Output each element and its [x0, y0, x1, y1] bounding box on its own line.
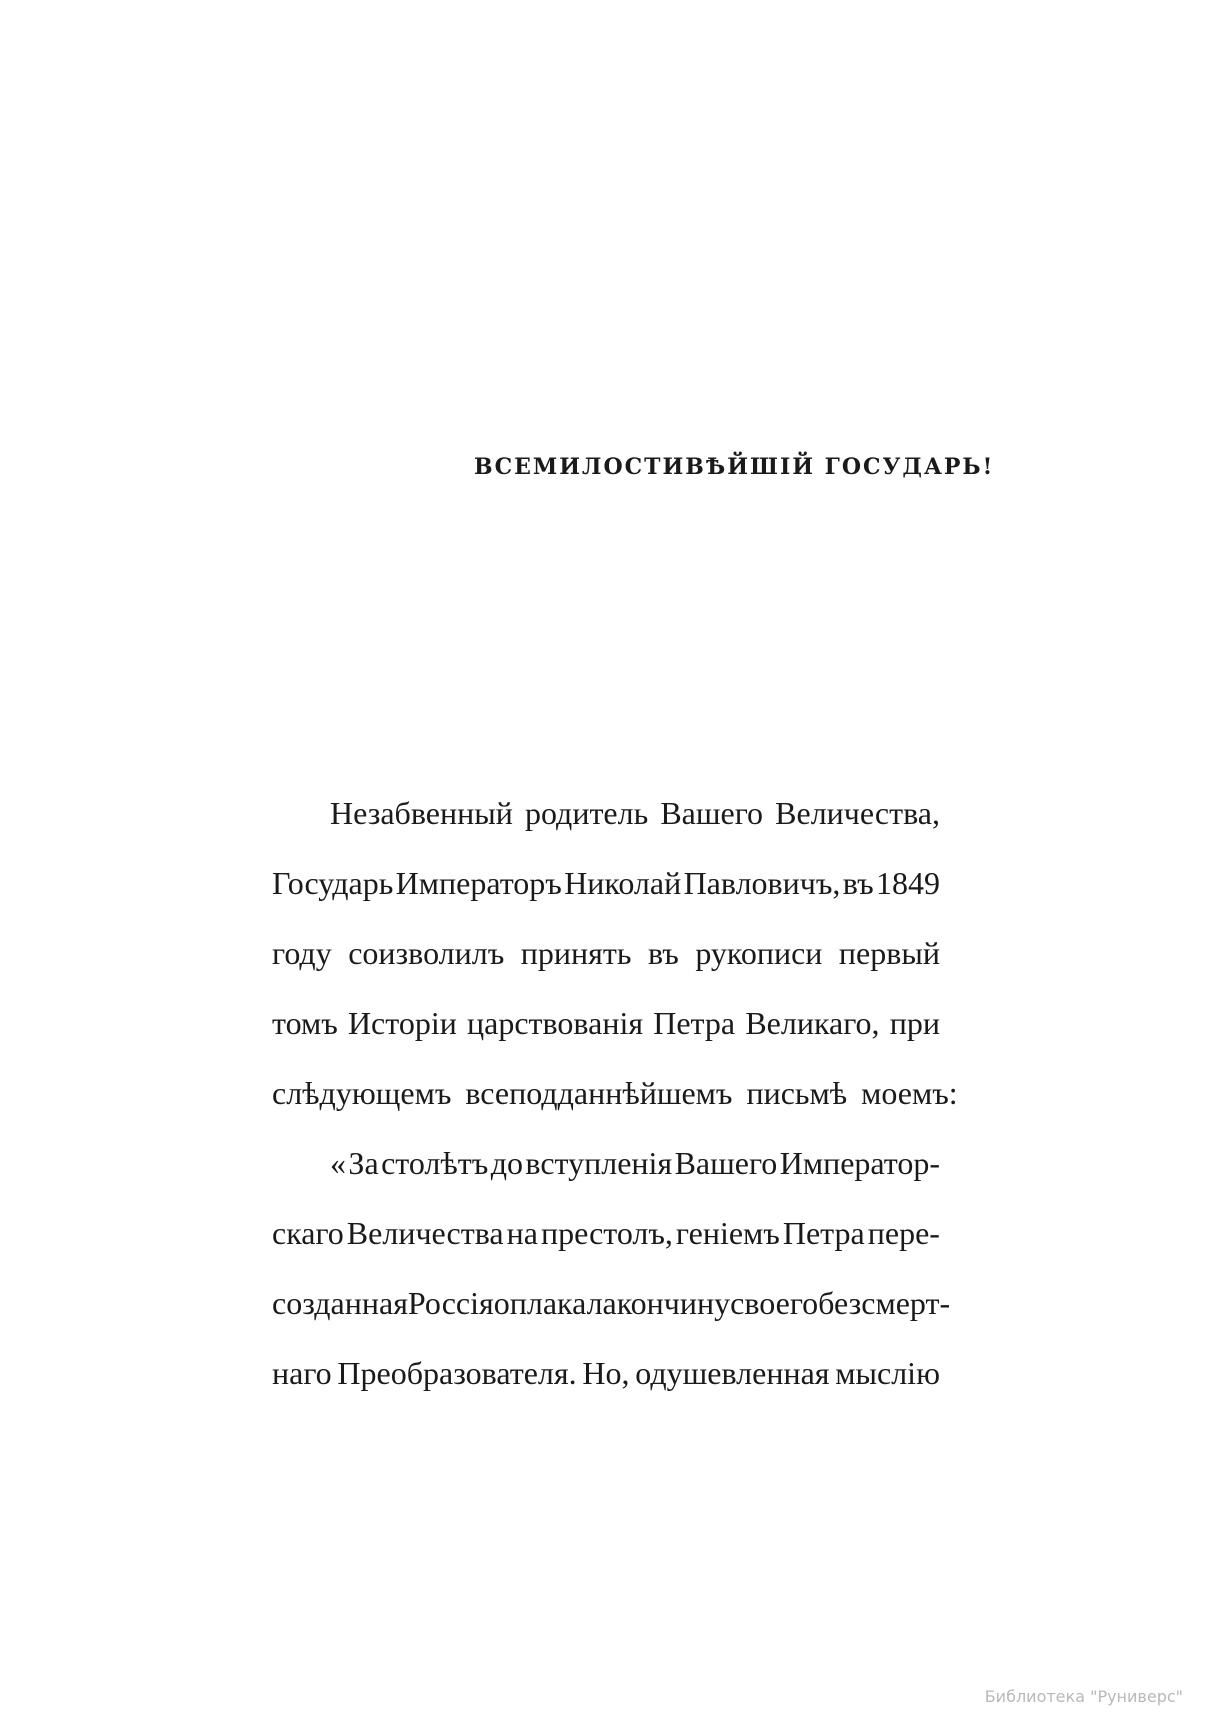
word: соизволилъ: [348, 935, 505, 971]
word: пере-: [867, 1215, 940, 1251]
word: Петра: [653, 1005, 736, 1041]
word: Незабвенный: [330, 795, 513, 831]
word: всеподданнѣйшемъ: [465, 1075, 733, 1111]
word: Государь: [272, 865, 394, 901]
word: безсмерт-: [818, 1285, 951, 1321]
word: созданная: [272, 1285, 408, 1321]
word: Император-: [779, 1145, 940, 1181]
word: Но,: [582, 1355, 630, 1391]
word: Исторіи: [347, 1005, 457, 1041]
word: престолъ,: [540, 1215, 673, 1251]
word: За: [348, 1145, 379, 1181]
word: столѣтъ: [381, 1145, 489, 1181]
word: на: [506, 1215, 538, 1251]
word: кончину: [616, 1285, 731, 1321]
salutation-heading: ВСЕМИЛОСТИВѢЙШІЙ ГОСУДАРЬ!: [474, 454, 995, 480]
text-line-8: [272, 1268, 951, 1338]
word: Вашего: [674, 1145, 778, 1181]
word: оплакала: [493, 1285, 617, 1321]
word: скаго: [272, 1215, 344, 1251]
word: вступленія: [525, 1145, 673, 1181]
word: одушевленная: [635, 1355, 830, 1391]
text-line-3: [272, 918, 940, 988]
word: Великаго,: [745, 1005, 880, 1041]
word: Величества,: [775, 795, 940, 831]
text-line-7: [272, 1198, 940, 1268]
text-line-1: [272, 778, 940, 848]
word: моемъ:: [861, 1075, 958, 1111]
word: первый: [838, 935, 940, 971]
word: Преобразователя.: [337, 1355, 577, 1391]
word: «: [330, 1145, 346, 1181]
word: царствованія: [467, 1005, 644, 1041]
word: Николай: [564, 865, 682, 901]
word: году: [272, 935, 332, 971]
body-text: [272, 778, 958, 1408]
word: Павловичъ,: [683, 865, 841, 901]
text-line-4: [272, 988, 940, 1058]
word: письмѣ: [746, 1075, 848, 1111]
word: 1849: [875, 865, 940, 901]
word: въ: [647, 935, 679, 971]
library-watermark: Библиотека "Руниверс": [984, 1687, 1183, 1706]
text-line-9: [272, 1338, 940, 1408]
word: рукописи: [695, 935, 823, 971]
text-line-2: [272, 848, 940, 918]
word: Величества: [346, 1215, 504, 1251]
word: Петра: [782, 1215, 865, 1251]
word: геніемъ: [675, 1215, 780, 1251]
word: мыслію: [835, 1355, 940, 1391]
word: Вашего: [660, 795, 764, 831]
word: наго: [272, 1355, 332, 1391]
word: Императоръ: [395, 865, 562, 901]
text-line-5: [272, 1058, 958, 1128]
word: родитель: [524, 795, 649, 831]
word: томъ: [272, 1005, 338, 1041]
word: въ: [842, 865, 874, 901]
word: до: [490, 1145, 523, 1181]
text-line-6: [272, 1128, 940, 1198]
word: Россія: [407, 1285, 494, 1321]
word: своего: [730, 1285, 819, 1321]
word: слѣдующемъ: [272, 1075, 452, 1111]
word: принять: [520, 935, 632, 971]
word: при: [889, 1005, 940, 1041]
